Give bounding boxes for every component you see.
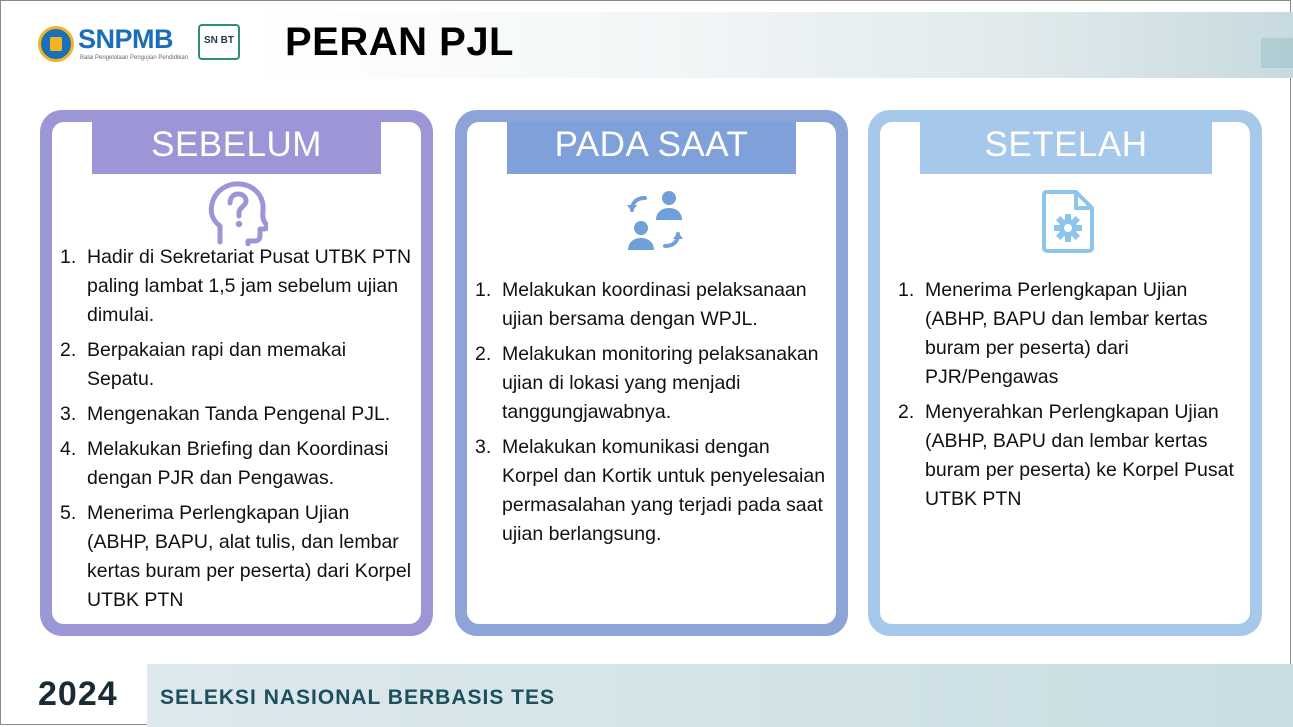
- snbt-logo-text: SN BT: [204, 35, 234, 46]
- snpmb-logo: [38, 22, 188, 68]
- list-item: 4. Melakukan Briefing dan Koordinasi dengan PJR dan Pengawas.: [60, 438, 389, 489]
- card-setelah: [868, 110, 1262, 636]
- setelah-list: [898, 276, 1248, 520]
- card-setelah-heading: SETELAH: [920, 122, 1212, 174]
- snbt-logo: [198, 24, 240, 60]
- document-gear-icon: [1040, 188, 1098, 259]
- list-item: 1. Hadir di Sekretariat Pusat UTBK PTN paling lambat 1,5 jam sebelum ujian dimulai.: [60, 246, 412, 326]
- list-item: 2. Menyerahkan Perlengkapan Ujian (ABHP, BAPU dan lembar kertas buram per peserta) ke Korpel Pusat UTBK PTN: [898, 401, 1234, 510]
- question-head-icon: [206, 180, 268, 251]
- card-sebelum: [40, 110, 433, 636]
- footer-text: SELEKSI NASIONAL BERBASIS TES: [160, 686, 556, 709]
- snpmb-logo-text: SNPMB: [78, 24, 174, 54]
- list-item: 2. Berpakaian rapi dan memakai Sepatu.: [60, 339, 347, 390]
- user-exchange-icon: [623, 188, 687, 259]
- header-accent: [1261, 38, 1293, 68]
- sebelum-list: [60, 243, 415, 621]
- list-item: 1. Melakukan koordinasi pelaksanaan ujian bersama dengan WPJL.: [475, 279, 807, 330]
- snpmb-logo-subtitle: Balai Pengelolaan Pengujian Pendidikan: [80, 55, 189, 61]
- snpmb-emblem-icon: [38, 26, 74, 62]
- card-pada-saat-heading: PADA SAAT: [507, 122, 796, 174]
- list-item: 1. Menerima Perlengkapan Ujian (ABHP, BAPU dan lembar kertas buram per peserta) dari PJR/Pengawas: [898, 279, 1208, 388]
- list-item: 2. Melakukan monitoring pelaksanakan ujian di lokasi yang menjadi tanggungjawabnya.: [475, 343, 819, 423]
- pada-saat-list: [475, 276, 830, 555]
- list-item: 3. Melakukan komunikasi dengan Korpel dan Kortik untuk penyelesaian permasalahan yang terjadi pada saat ujian berlangsung.: [475, 436, 826, 545]
- footer-year: 2024: [38, 675, 118, 713]
- list-item: 5. Menerima Perlengkapan Ujian (ABHP, BAPU, alat tulis, dan lembar kertas buram per peserta) dari Korpel UTBK PTN: [60, 502, 412, 611]
- list-item: 3. Mengenakan Tanda Pengenal PJL.: [60, 403, 391, 425]
- card-sebelum-heading: SEBELUM: [92, 122, 381, 174]
- page-title: PERAN PJL: [285, 20, 514, 64]
- card-pada-saat: [455, 110, 848, 636]
